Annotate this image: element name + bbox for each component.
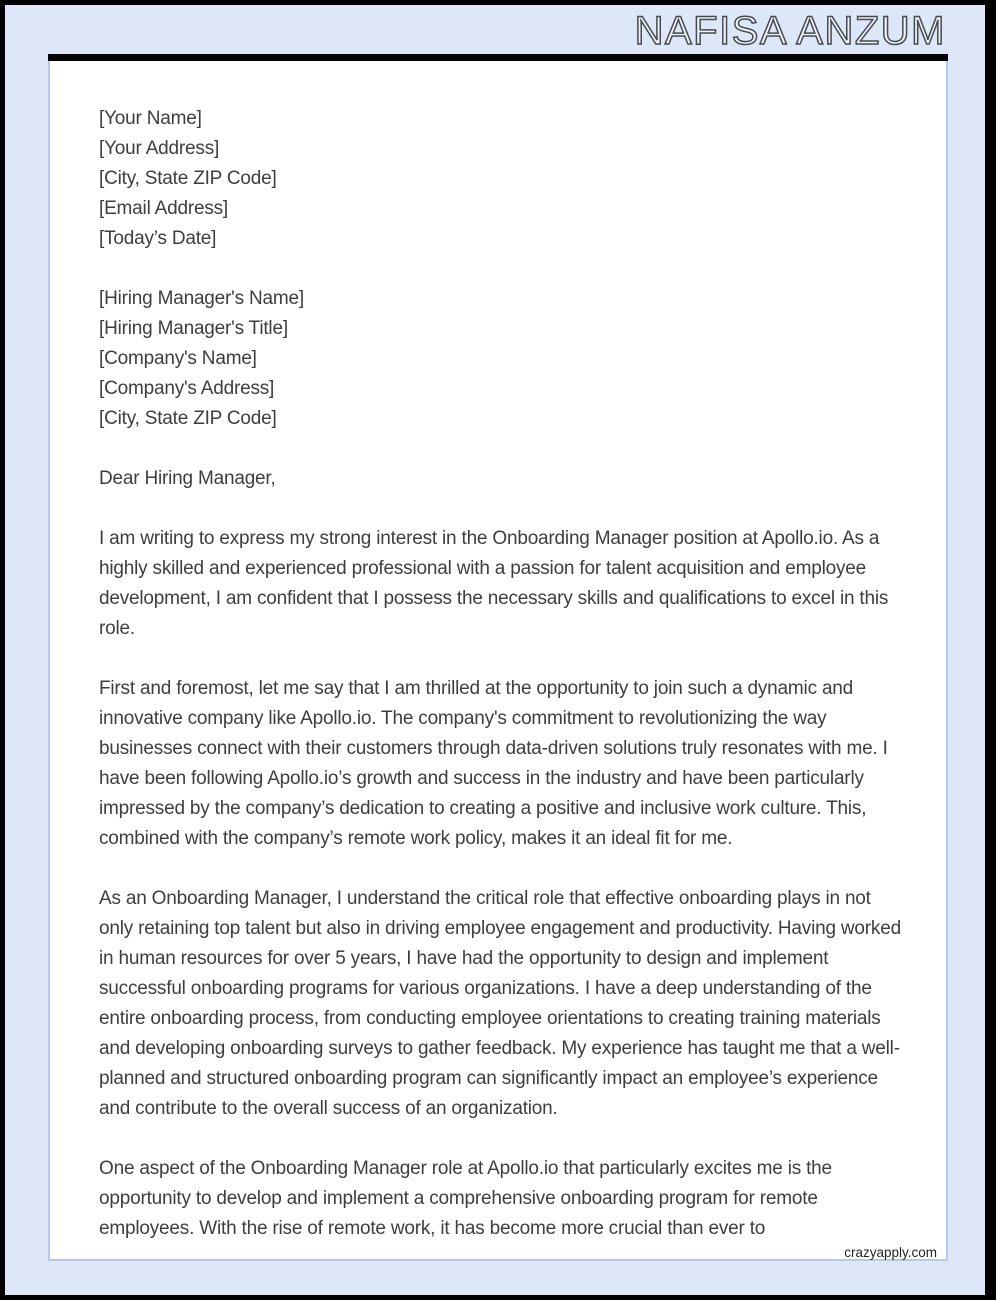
paragraph-intro: I am writing to express my strong interest in the Onboarding Manager position at Apollo.io. As a highly skilled and experienced professional with a passion for talent acquisition and employee development, I am confident that I possess the necessary skills and qualifications to excel in this role. bbox=[99, 528, 889, 639]
sender-date-line: [Today’s Date] bbox=[99, 228, 217, 249]
letter-content bbox=[50, 61, 946, 1244]
salutation: Dear Hiring Manager, bbox=[99, 468, 276, 489]
paragraph-remote-onboarding: One aspect of the Onboarding Manager role at Apollo.io that particularly excites me is the opportunity to develop and implement a comprehensive onboarding program for remote employees. With the rise of remote work, it has become more crucial than ever to bbox=[99, 1158, 832, 1239]
watermark-text: crazyapply.com bbox=[844, 1245, 937, 1260]
recipient-company-address-line: [Company's Address] bbox=[99, 378, 275, 399]
sender-address-line: [Your Address] bbox=[99, 138, 220, 159]
page-title: NAFISA ANZUM bbox=[634, 9, 946, 53]
recipient-city-line: [City, State ZIP Code] bbox=[99, 408, 277, 429]
paragraph-experience: As an Onboarding Manager, I understand the critical role that effective onboarding plays in not only retaining top talent but also in driving employee engagement and productivity. Having worked in human resources for over 5 years, I have had the opportunity to design and implement successful onboarding programs for various organizations. I have a deep understanding of the entire onboarding process, from conducting employee orientations to creating training materials and developing onboarding surveys to gather feedback. My experience has taught me that a well-planned and structured onboarding program can significantly impact an employee’s experience and contribute to the overall success of an organization. bbox=[99, 888, 901, 1119]
recipient-address-block bbox=[99, 284, 902, 434]
letter-page bbox=[48, 61, 948, 1261]
sender-email-line: [Email Address] bbox=[99, 198, 228, 219]
recipient-name-line: [Hiring Manager's Name] bbox=[99, 288, 304, 309]
paragraph-company-interest: First and foremost, let me say that I am thrilled at the opportunity to join such a dynamic and innovative company like Apollo.io. The company's commitment to revolutionizing the way businesses connect with their customers through data-driven solutions truly resonates with me. I have been following Apollo.io’s growth and success in the industry and have been particularly impressed by the company’s dedication to creating a positive and inclusive work culture. This, combined with the company’s remote work policy, makes it an ideal fit for me. bbox=[99, 678, 888, 849]
recipient-title-line: [Hiring Manager's Title] bbox=[99, 318, 288, 339]
sender-address-block bbox=[99, 104, 902, 254]
sender-name-line: [Your Name] bbox=[99, 108, 202, 129]
sender-city-line: [City, State ZIP Code] bbox=[99, 168, 277, 189]
header bbox=[5, 5, 985, 54]
recipient-company-line: [Company's Name] bbox=[99, 348, 257, 369]
